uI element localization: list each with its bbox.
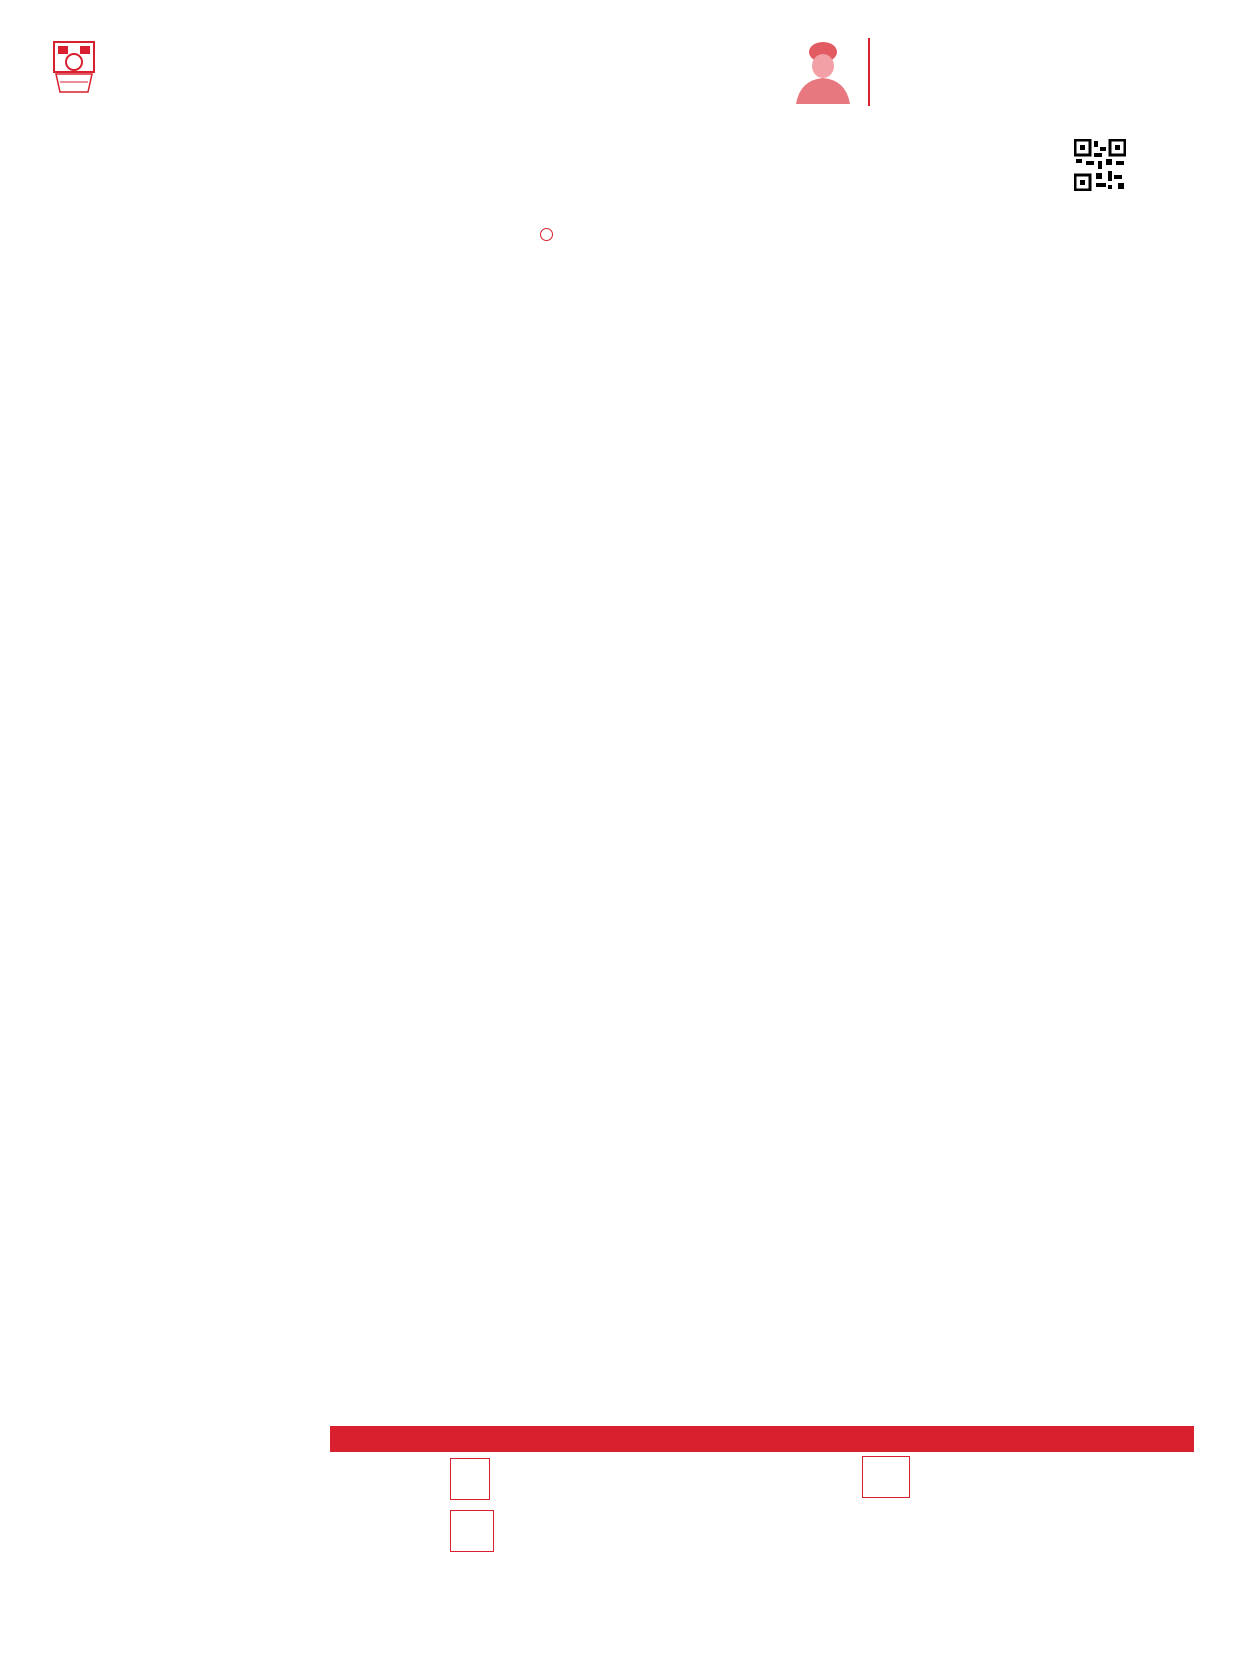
header-replacement [540,228,840,241]
bottom-section-bar [330,1426,1194,1452]
total-absent-box[interactable] [862,1456,910,1498]
manual-entry-box[interactable] [450,1510,494,1552]
total-present-box[interactable] [450,1458,490,1500]
replacement-icon [540,228,553,241]
